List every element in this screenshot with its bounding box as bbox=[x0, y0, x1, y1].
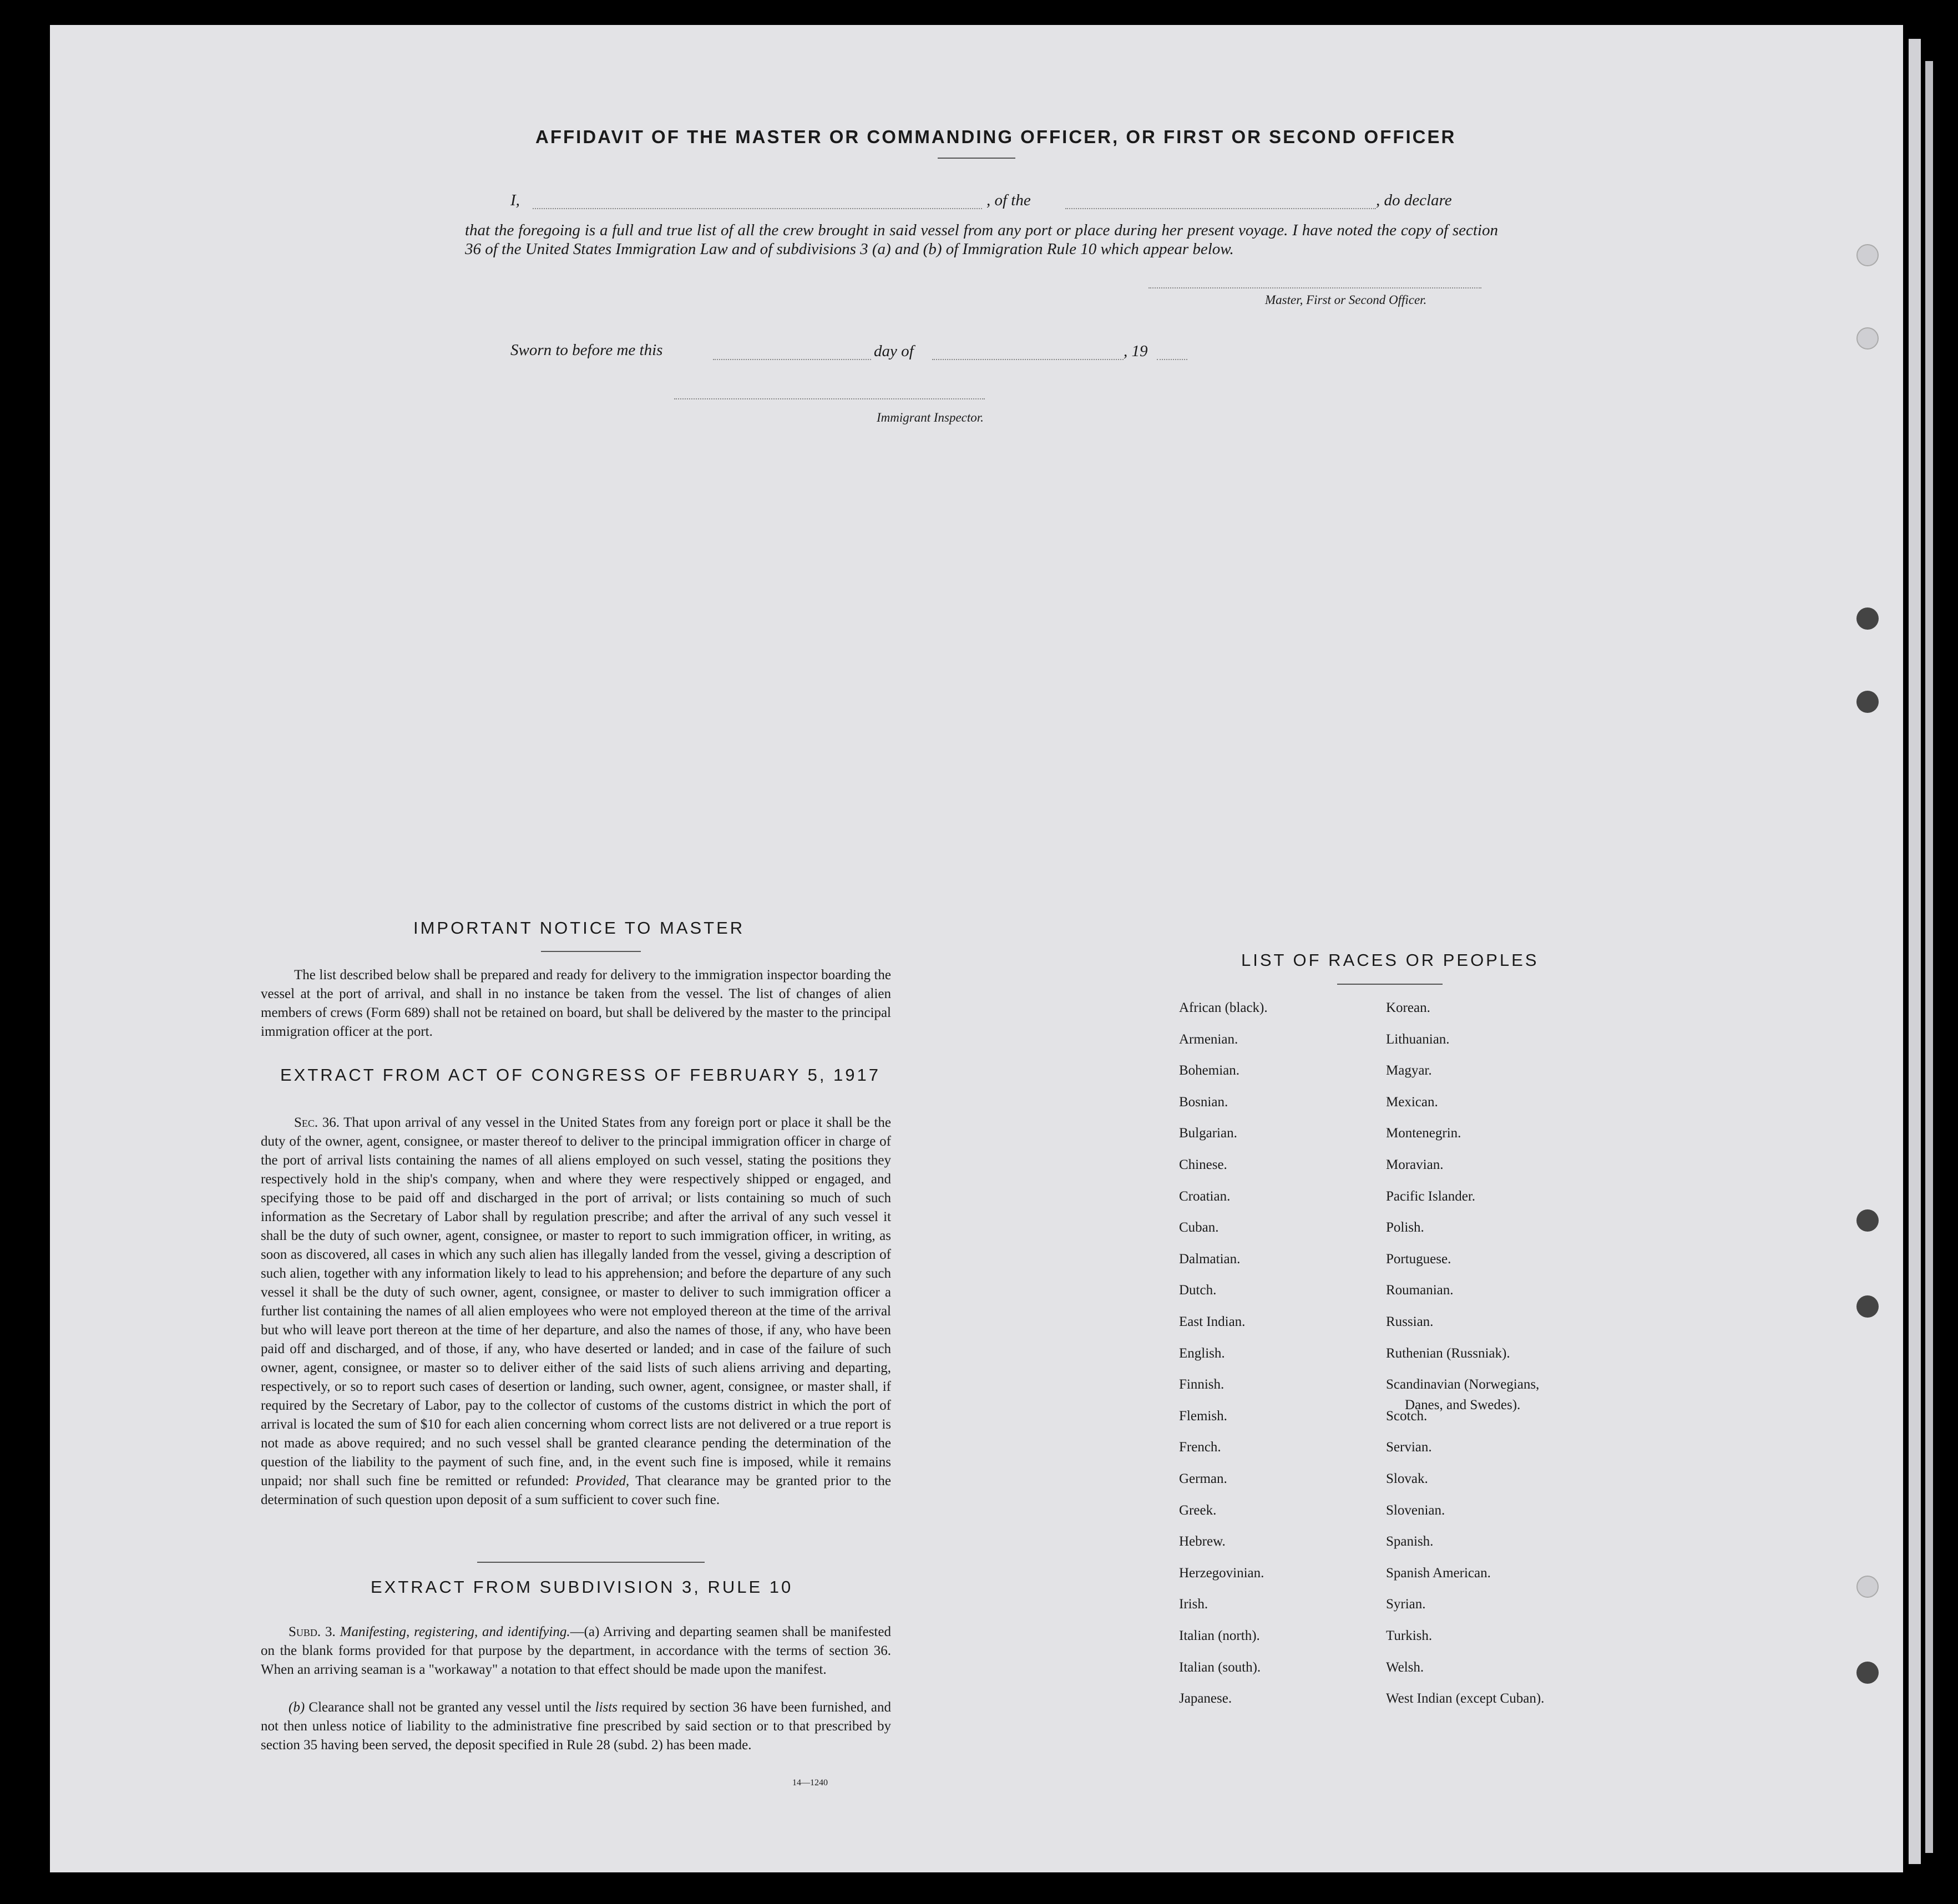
race-item: Portuguese. bbox=[1386, 1252, 1451, 1267]
race-item: West Indian (except Cuban). bbox=[1386, 1691, 1545, 1706]
race-item: Dutch. bbox=[1179, 1283, 1217, 1298]
sheet-edge bbox=[1909, 39, 1921, 1864]
race-item: African (black). bbox=[1179, 1000, 1268, 1015]
race-item: Bohemian. bbox=[1179, 1063, 1240, 1078]
rule-para-a bbox=[261, 1623, 891, 1679]
race-item: Scotch. bbox=[1386, 1409, 1428, 1424]
rule-para-b bbox=[261, 1698, 891, 1755]
divider bbox=[477, 1562, 705, 1563]
race-item: Lithuanian. bbox=[1386, 1032, 1450, 1047]
provided-label: Provided, bbox=[575, 1473, 630, 1488]
vessel-blank[interactable] bbox=[1065, 208, 1376, 209]
affidavit-heading: AFFIDAVIT OF THE MASTER OR COMMANDING OFFICER, OR FIRST OR SECOND OFFICER bbox=[535, 126, 1456, 147]
race-item-cont: Danes, and Swedes). bbox=[1405, 1397, 1521, 1412]
binder-hole-icon bbox=[1856, 1209, 1879, 1232]
race-item: Chinese. bbox=[1179, 1157, 1227, 1172]
race-item: Irish. bbox=[1179, 1597, 1208, 1612]
divider bbox=[1337, 984, 1443, 985]
race-item: Russian. bbox=[1386, 1314, 1434, 1329]
race-item: Servian. bbox=[1386, 1440, 1432, 1455]
binder-hole-icon bbox=[1856, 244, 1879, 266]
race-item: Spanish. bbox=[1386, 1534, 1434, 1549]
race-item: Bulgarian. bbox=[1179, 1126, 1237, 1141]
race-item: Syrian. bbox=[1386, 1597, 1426, 1612]
race-item: Moravian. bbox=[1386, 1157, 1444, 1172]
race-item: Armenian. bbox=[1179, 1032, 1238, 1047]
race-item: Finnish. bbox=[1179, 1377, 1225, 1392]
race-item: Italian (south). bbox=[1179, 1660, 1261, 1675]
para-b-label: (b) bbox=[289, 1700, 305, 1715]
signature-blank[interactable] bbox=[1149, 287, 1481, 288]
day-blank[interactable] bbox=[713, 359, 871, 360]
subd-title: Manifesting, registering, and identifying. bbox=[340, 1624, 570, 1639]
binder-hole-icon bbox=[1856, 327, 1879, 350]
name-blank[interactable] bbox=[533, 208, 982, 209]
affidavit-of-the: , of the bbox=[986, 191, 1031, 209]
sworn-day-of: day of bbox=[874, 342, 914, 360]
race-item: Korean. bbox=[1386, 1000, 1430, 1015]
act-extract-heading: EXTRACT FROM ACT OF CONGRESS OF FEBRUARY 5, 1917 bbox=[280, 1065, 881, 1085]
race-item: Welsh. bbox=[1386, 1660, 1424, 1675]
race-item: Spanish American. bbox=[1386, 1566, 1491, 1581]
para-b-text-1: Clearance shall not be granted any vessel until the bbox=[308, 1700, 591, 1715]
para-b-text-2: required by section 36 have been furnished, and not then unless notice of liability to the administrative fine prescribed by said section or to that prescribed by section 35 having been served, the deposit specified in Rule 28 (subd. 2) has been made. bbox=[261, 1700, 892, 1753]
notice-body: The list described below shall be prepared and ready for delivery to the immigration inspector boarding the vessel at the port of arrival, and shall in no instance be taken from the vessel. The list of changes of alien members of crews (Form 689) shall not be retained on board, but shall be delivered by the master to the principal immigration officer at the port. bbox=[261, 968, 891, 1039]
rule-extract-heading: EXTRACT FROM SUBDIVISION 3, RULE 10 bbox=[371, 1577, 793, 1597]
race-item: Slovenian. bbox=[1386, 1503, 1445, 1518]
race-item: German. bbox=[1179, 1471, 1227, 1486]
race-item: English. bbox=[1179, 1346, 1225, 1361]
inspector-blank[interactable] bbox=[674, 398, 985, 399]
race-item: Croatian. bbox=[1179, 1189, 1231, 1204]
race-item: Hebrew. bbox=[1179, 1534, 1226, 1549]
act-text-end: That clearance may be granted prior to the determination of such question upon deposit of a sum sufficient to cover such fine. bbox=[261, 1473, 891, 1507]
affidavit-body: that the foregoing is a full and true list of all the crew brought in said vessel from any port or place during her present voyage. I have noted the copy of section 36 of the United States Immigration Law and of subdivisions 3 (a) and (b) of Immigration Rule 10 which appear below. bbox=[465, 221, 1498, 258]
race-item: Herzegovinian. bbox=[1179, 1566, 1264, 1581]
race-item: Montenegrin. bbox=[1386, 1126, 1461, 1141]
year-blank[interactable] bbox=[1157, 359, 1187, 360]
binder-hole-icon bbox=[1856, 1576, 1879, 1598]
month-blank[interactable] bbox=[932, 359, 1124, 360]
race-item: Pacific Islander. bbox=[1386, 1189, 1476, 1204]
document-sheet bbox=[50, 25, 1903, 1872]
affidavit-declare: , do declare bbox=[1376, 191, 1452, 209]
race-item: Dalmatian. bbox=[1179, 1252, 1241, 1267]
race-item: Scandinavian (Norwegians, bbox=[1386, 1377, 1540, 1392]
binder-hole-icon bbox=[1856, 1295, 1879, 1318]
race-item: Ruthenian (Russniak). bbox=[1386, 1346, 1510, 1361]
para-a-text: —(a) Arriving and departing seamen shall be manifested on the blank forms provided for that purpose by the department, in accordance with the terms of section 36. When an arriving seaman is a "workaway" a notation to that effect should be made upon the manifest. bbox=[261, 1624, 891, 1677]
binder-hole-icon bbox=[1856, 691, 1879, 713]
act-text: That upon arrival of any vessel in the United States from any foreign port or place it shall be the duty of the owner, agent, consignee, or master thereof to deliver to the principal immigration officer in charge of the port of arrival lists containing the names of all aliens employed on such vessel, stating the positions they respectively hold in the ship's company, when and where they were respectively shipped or engaged, and specifying those to be paid off and discharged in the port of arrival; or lists containing so much of such information as the Secretary of Labor shall by regulation prescribe; and after the arrival of any such vessel it shall be the duty of such owner, agent, consignee, or master to report to such immigration officer, in writing, as soon as discovered, all cases in which any such alien has illegally landed from the vessel, giving a description of such alien, together with any information likely to lead to his apprehension; and before the departure of any such vessel it shall be the duty of such owner, agent, consignee, or master to deliver to such immigration officer a further list containing the names of all alien employees who were not employed thereon at the time of the arrival but who will leave port thereon at the time of her departure, and also the names of those, if any, who have been paid off and discharged, and of those, if any, who have deserted or landed; and in case of the failure of such owner, agent, consignee, or master so to deliver either of the said lists of such aliens arriving and departing, respectively, or so to report such cases of desertion or landing, such owner, agent, consignee, or master shall, if required by the Secretary of Labor, pay to the collector of customs of the customs district in which the port of arrival is located the sum of $10 for each alien concerning whom correct lists are not delivered or a true report is not made as above required; and no such vessel shall be granted clearance pending the determination of the question of the liability to the payment of such fine, and, in the event such fine is imposed, while it remains unpaid; nor shall such fine be remitted or refunded: bbox=[261, 1115, 891, 1488]
race-item: French. bbox=[1179, 1440, 1221, 1455]
race-item: Mexican. bbox=[1386, 1095, 1438, 1110]
affidavit-i: I, bbox=[510, 191, 520, 209]
race-item: Bosnian. bbox=[1179, 1095, 1228, 1110]
para-b-lists: lists bbox=[595, 1700, 618, 1715]
sworn-prefix: Sworn to before me this bbox=[510, 341, 663, 359]
race-item: Roumanian. bbox=[1386, 1283, 1454, 1298]
subd-label: Subd. 3. bbox=[289, 1624, 336, 1639]
sworn-year: , 19 bbox=[1124, 342, 1148, 360]
notice-heading: IMPORTANT NOTICE TO MASTER bbox=[413, 918, 745, 938]
act-extract-body bbox=[261, 1113, 891, 1510]
inspector-caption: Immigrant Inspector. bbox=[877, 411, 984, 424]
race-item: East Indian. bbox=[1179, 1314, 1246, 1329]
race-item: Flemish. bbox=[1179, 1409, 1227, 1424]
divider bbox=[541, 951, 641, 952]
race-item: Cuban. bbox=[1179, 1220, 1219, 1235]
race-item: Turkish. bbox=[1386, 1628, 1433, 1643]
binder-hole-icon bbox=[1856, 1662, 1879, 1684]
race-item: Japanese. bbox=[1179, 1691, 1232, 1706]
signature-caption: Master, First or Second Officer. bbox=[1265, 293, 1427, 307]
sec-label: Sec. 36. bbox=[294, 1115, 340, 1130]
race-item: Magyar. bbox=[1386, 1063, 1432, 1078]
sheet-edge-back bbox=[1925, 61, 1933, 1853]
form-number: 14—1240 bbox=[792, 1778, 828, 1787]
divider bbox=[938, 158, 1015, 159]
race-item: Italian (north). bbox=[1179, 1628, 1260, 1643]
binder-hole-icon bbox=[1856, 607, 1879, 630]
race-item: Greek. bbox=[1179, 1503, 1217, 1518]
race-item: Slovak. bbox=[1386, 1471, 1428, 1486]
race-item: Polish. bbox=[1386, 1220, 1424, 1235]
races-heading: LIST OF RACES OR PEOPLES bbox=[1241, 950, 1539, 970]
